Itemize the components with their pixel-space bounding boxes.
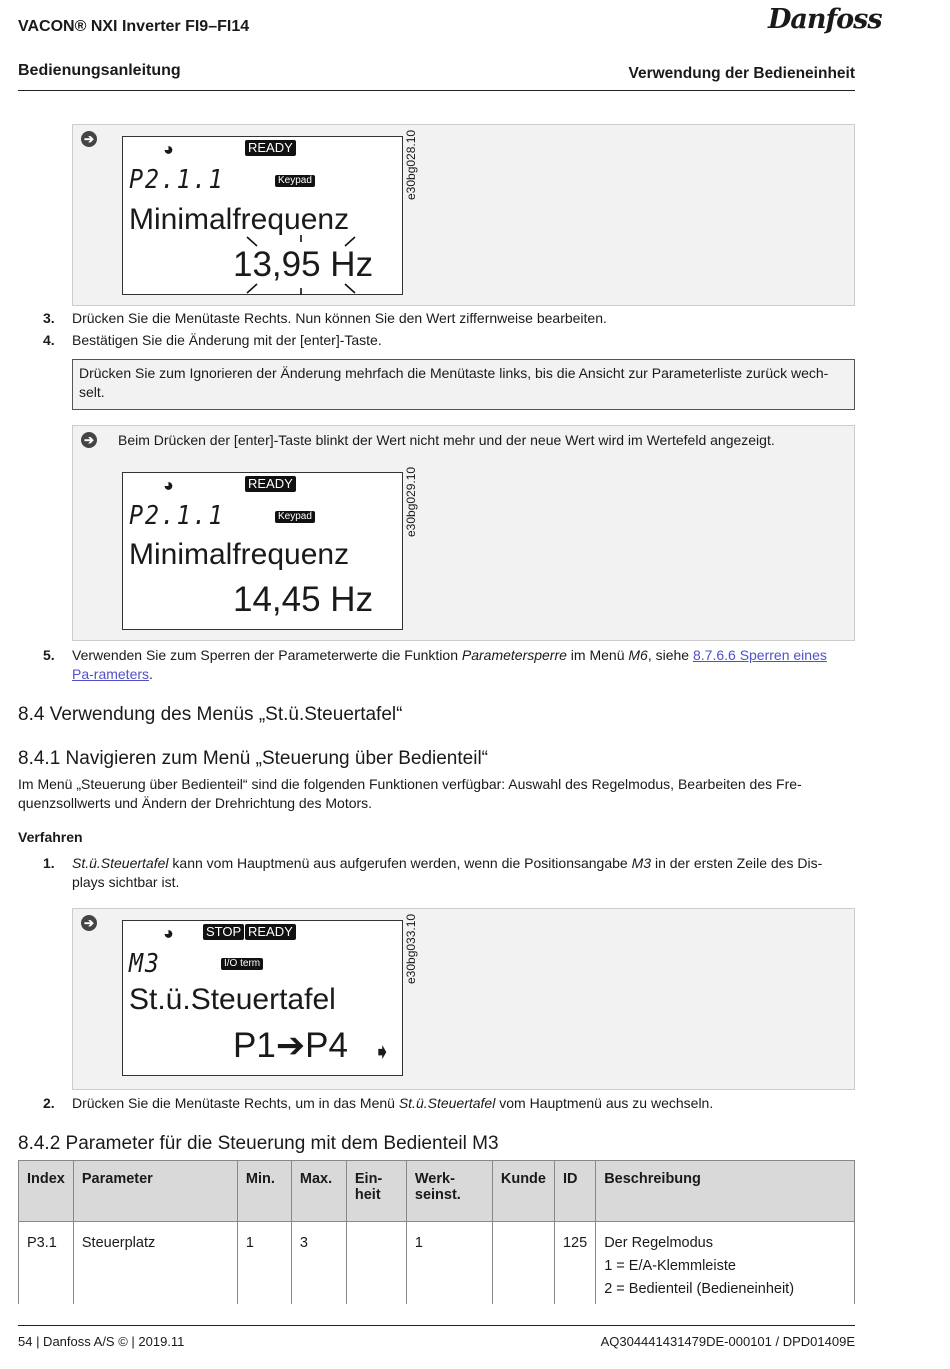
cell-customer (492, 1222, 554, 1305)
menu-code: M3 (129, 949, 161, 979)
cell-id: 125 (554, 1222, 595, 1305)
footer-doc-number: AQ304441431479DE-000101 / DPD01409E (600, 1334, 855, 1349)
step-text: Bestätigen Sie die Änderung mit der [enter]-Taste. (72, 332, 382, 348)
lcd-display-3 (122, 920, 403, 1076)
parameter-code: P2.1.1 (129, 165, 225, 195)
parameter-code: P2.1.1 (129, 501, 225, 531)
keypad-rotation-icon: ◕ (163, 475, 174, 495)
column-header: Max. (291, 1161, 346, 1222)
arrow-circle-icon: ➔ (81, 915, 97, 931)
parameter-name: Minimalfrequenz (129, 538, 350, 571)
cell-max: 3 (291, 1222, 346, 1305)
danfoss-logo: Danfoss (768, 4, 882, 35)
status-ready: READY (245, 140, 296, 156)
menu-name: St.ü.Steuertafel (129, 983, 336, 1016)
parameter-value: 13,95 Hz (233, 245, 374, 284)
section-heading: 8.4 Verwendung des Menüs „St.ü.Steuertafel“ (18, 704, 403, 725)
keypad-rotation-icon: ◕ (163, 923, 174, 943)
step-number: 3. (43, 310, 55, 326)
arrow-circle-icon: ➔ (81, 131, 97, 147)
cell-description: Der Regelmodus 1 = E/A-Klemmleiste 2 = Bedienteil (Bedieneinheit) (596, 1222, 855, 1305)
step-text: Drücken Sie die Menütaste Rechts. Nun können Sie den Wert ziffernweise bearbeiten. (72, 310, 607, 326)
step-number: 4. (43, 332, 55, 348)
note-box: Drücken Sie zum Ignorieren der Änderung mehrfach die Menütaste links, bis die Ansicht zur Parameterliste zurück wech-selt. (72, 359, 855, 410)
step-text: Drücken Sie die Menütaste Rechts, um in das Menü St.ü.Steuertafel vom Hauptmenü aus zu wechseln. (72, 1095, 714, 1111)
subsection-heading: 8.4.1 Navigieren zum Menü „Steuerung über Bedienteil“ (18, 748, 488, 769)
step-text: St.ü.Steuertafel kann vom Hauptmenü aus aufgerufen werden, wenn die Positionsangabe M3 in der ersten Zeile des Dis-plays sichtbar ist. (72, 855, 823, 890)
lcd-display-1 (122, 136, 403, 295)
column-header: Ein-heit (346, 1161, 406, 1222)
scroll-right-icon: ➧ (373, 1039, 392, 1064)
cell-parameter: Steuerplatz (73, 1222, 237, 1305)
figure-id: e30bg028.10 (404, 129, 418, 200)
arrow-circle-icon: ➔ (81, 432, 97, 448)
document-type: Bedienungsanleitung (18, 62, 181, 79)
control-source: Keypad (275, 175, 315, 187)
cell-min: 1 (237, 1222, 291, 1305)
procedure-label: Verfahren (18, 829, 83, 845)
footer-rule (18, 1325, 855, 1326)
figure-caption: Beim Drücken der [enter]-Taste blinkt der Wert nicht mehr und der neue Wert wird im Wertefeld angezeigt. (118, 432, 775, 448)
status-ready: READY (245, 924, 296, 940)
header-rule (18, 90, 855, 91)
parameter-name: Minimalfrequenz (129, 203, 350, 236)
control-source: Keypad (275, 511, 315, 523)
lcd-display-2 (122, 472, 403, 630)
section-intro: Im Menü „Steuerung über Bedienteil“ sind die folgenden Funktionen verfügbar: Auswahl des Regelmodus, Bearbeiten des Fre-quenzsollwerts und Ändern der Drehrichtung des Motors. (18, 776, 802, 811)
cell-default: 1 (406, 1222, 492, 1305)
column-header: Parameter (73, 1161, 237, 1222)
column-header: Kunde (492, 1161, 554, 1222)
status-stop: STOP (203, 924, 244, 940)
control-source: I/O term (221, 958, 263, 970)
column-header: Min. (237, 1161, 291, 1222)
parameter-table (18, 1160, 855, 1304)
column-header: Beschreibung (596, 1161, 855, 1222)
table-header-row (19, 1161, 855, 1222)
status-ready: READY (245, 476, 296, 492)
step-number: 5. (43, 647, 55, 663)
cell-unit (346, 1222, 406, 1305)
keypad-rotation-icon: ◕ (163, 139, 174, 159)
column-header: Index (19, 1161, 74, 1222)
table-row (19, 1222, 855, 1305)
step-number: 1. (43, 855, 55, 871)
step-number: 2. (43, 1095, 55, 1111)
subsection-heading: 8.4.2 Parameter für die Steuerung mit dem Bedienteil M3 (18, 1133, 499, 1154)
cell-index: P3.1 (19, 1222, 74, 1305)
footer-page-info: 54 | Danfoss A/S © | 2019.11 (18, 1334, 185, 1349)
column-header: Werk-seinst. (406, 1161, 492, 1222)
parameter-value: 14,45 Hz (233, 580, 374, 619)
figure-id: e30bg029.10 (404, 466, 418, 537)
figure-id: e30bg033.10 (404, 913, 418, 984)
page-range: P1➔P4 (233, 1026, 348, 1065)
column-header: ID (554, 1161, 595, 1222)
document-title: VACON® NXI Inverter FI9–FI14 (18, 18, 250, 35)
cross-reference-link[interactable]: 8.7.6.6 Sperren eines Pa-rameters (72, 647, 827, 682)
right-arrow-icon: ➔ (275, 1026, 306, 1065)
chapter-title: Verwendung der Bedieneinheit (628, 65, 855, 82)
step-text: Verwenden Sie zum Sperren der Parameterwerte die Funktion Parametersperre im Menü M6, siehe 8.7.6.6 Sperren eines Pa-rameters. (72, 647, 827, 682)
